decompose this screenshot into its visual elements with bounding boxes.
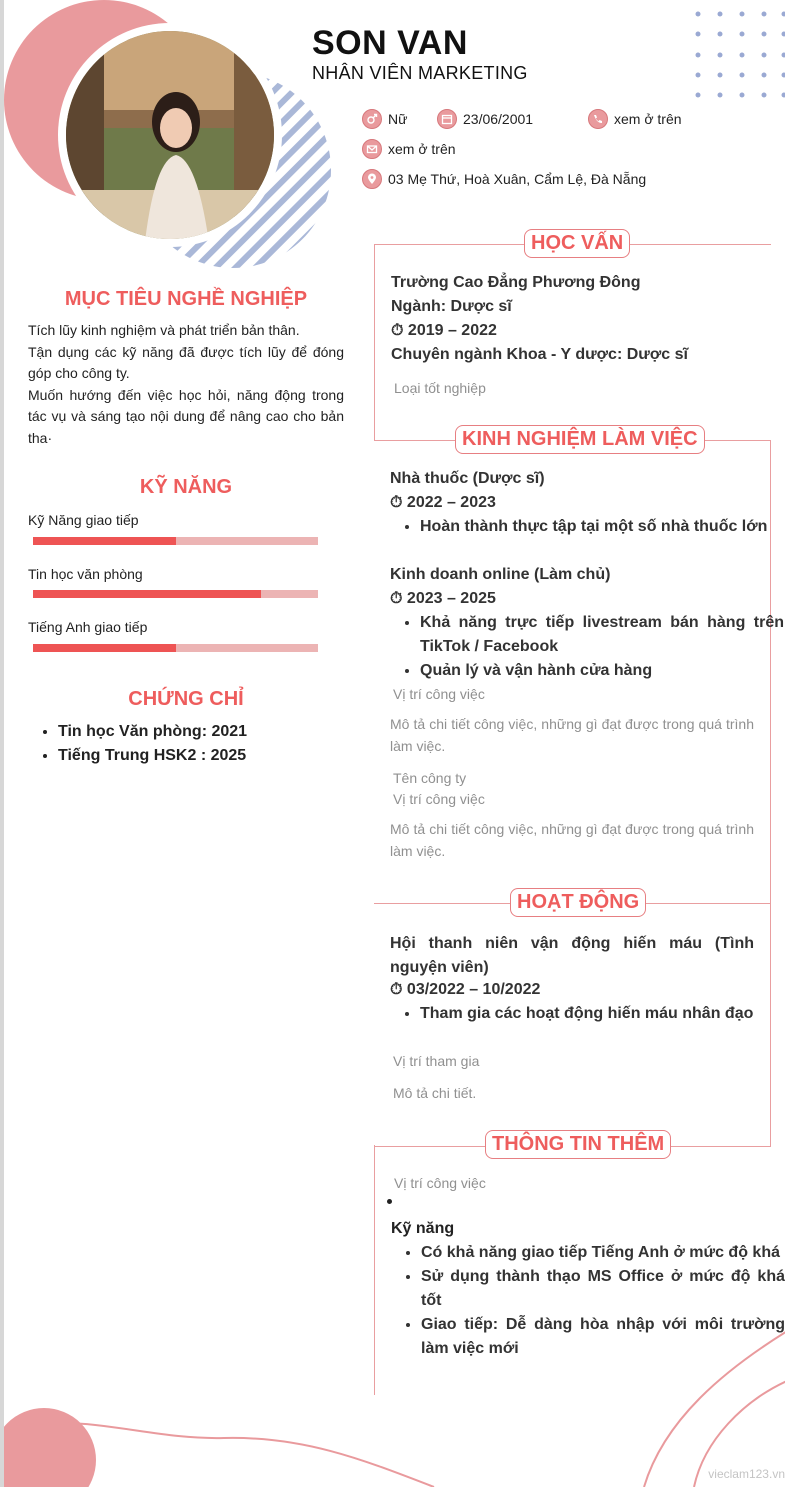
job-task: • Quản lý và vận hành cửa hàng	[420, 659, 784, 683]
education-specialty: Chuyên ngành Khoa - Y dược: Dược sĩ	[391, 346, 688, 363]
education-major: Ngành: Dược sĩ	[391, 298, 512, 315]
activity-position: Vị trí tham gia	[393, 1053, 480, 1069]
mail-icon	[362, 139, 382, 159]
gender-icon	[362, 109, 382, 129]
certificate-item: • Tiếng Trung HSK2 : 2025	[58, 744, 247, 768]
objective-line: Muốn hướng đến việc học hỏi, năng động trong tác vụ và sáng tạo nội dung để nâng cao cho bản tha·	[28, 386, 344, 446]
objective-text	[28, 320, 344, 449]
extra-title: THÔNG TIN THÊM	[485, 1130, 671, 1159]
gender-info	[362, 109, 407, 129]
certificates-list	[28, 720, 247, 768]
job-task: • Khả năng trực tiếp livestream bán hàng trên TikTok / Facebook	[420, 611, 784, 659]
job-task: • Hoàn thành thực tập tại một số nhà thuốc lớn	[420, 515, 784, 539]
address-info	[362, 169, 646, 189]
phone-icon	[588, 109, 608, 129]
skill-bar	[33, 537, 318, 545]
job-tasks	[390, 515, 784, 539]
gender-value: Nữ	[388, 111, 408, 127]
skill-bar	[33, 644, 318, 652]
job-period: ⏱ 2023 – 2025	[390, 590, 496, 607]
dot-pattern	[696, 12, 785, 98]
skill-label: Tin học văn phòng	[28, 566, 143, 582]
extra-skill-item: • Sử dụng thành thạo MS Office ở mức độ khá tốt	[421, 1265, 785, 1313]
job-position-placeholder: Vị trí công việc	[393, 791, 485, 807]
job-desc-placeholder: Mô tả chi tiết công việc, những gì đạt được trong quá trình làm việc.	[390, 821, 754, 859]
company-placeholder: Tên công ty	[393, 770, 467, 786]
phone-value: xem ở trên	[614, 111, 682, 127]
activity-period: ⏱ 03/2022 – 10/2022	[390, 981, 541, 998]
objective-line: Tận dụng các kỹ năng đã được tích lũy để đóng góp cho công ty.	[28, 343, 344, 381]
extra-skill-item: • Giao tiếp: Dễ dàng hòa nhập với môi trường làm việc mới	[421, 1313, 785, 1361]
email-info	[362, 139, 456, 159]
job-company: Nhà thuốc (Dược sĩ)	[390, 470, 545, 487]
extra-position: Vị trí công việc	[394, 1175, 486, 1191]
candidate-name: SON VAN	[312, 24, 468, 62]
education-school: Trường Cao Đẳng Phương Đông	[391, 274, 641, 291]
activity-tasks	[390, 1002, 784, 1026]
skill-label: Tiếng Anh giao tiếp	[28, 619, 148, 635]
activity-desc: Mô tả chi tiết.	[393, 1085, 477, 1101]
activity-org: Hội thanh niên vận động hiến máu (Tình nguyện viên)	[390, 935, 754, 976]
job-period: ⏱ 2022 – 2023	[390, 494, 496, 511]
birthday-value: 23/06/2001	[463, 111, 534, 127]
skill-bar-fill	[33, 537, 176, 545]
activities-title: HOẠT ĐỘNG	[510, 888, 646, 917]
education-period: ⏱ 2019 – 2022	[391, 322, 497, 339]
location-icon	[362, 169, 382, 189]
job-tasks	[390, 611, 784, 683]
birthday-info	[437, 109, 533, 129]
extra-skill-item: • Có khả năng giao tiếp Tiếng Anh ở mức độ khá	[421, 1241, 785, 1265]
job-position-placeholder: Vị trí công việc	[393, 686, 485, 702]
objective-title: MỤC TIÊU NGHỀ NGHIỆP	[64, 288, 308, 310]
calendar-icon	[437, 109, 457, 129]
email-value: xem ở trên	[388, 141, 456, 157]
activity-task: • Tham gia các hoạt động hiến máu nhân đạo	[420, 1002, 784, 1026]
phone-info	[588, 109, 682, 129]
extra-skills-list	[391, 1241, 785, 1361]
education-title: HỌC VẤN	[524, 229, 630, 258]
address-value: 03 Mẹ Thứ, Hoà Xuân, Cẩm Lệ, Đà Nẵng	[388, 171, 647, 187]
empty-bullet	[387, 1199, 392, 1204]
bottom-pink-circle	[4, 1408, 96, 1487]
skill-bar-fill	[33, 590, 261, 598]
skill-bar-fill	[33, 644, 176, 652]
job-desc-placeholder: Mô tả chi tiết công việc, những gì đạt được trong quá trình làm việc.	[390, 716, 754, 754]
job-company: Kinh doanh online (Làm chủ)	[390, 566, 611, 583]
skill-bar	[33, 590, 318, 598]
objective-line: Tích lũy kinh nghiệm và phát triển bản thân.	[28, 322, 300, 338]
extra-frame	[374, 1145, 375, 1395]
certificates-title: CHỨNG CHỈ	[128, 688, 244, 710]
education-grade: Loại tốt nghiệp	[394, 380, 486, 396]
experience-title: KINH NGHIỆM LÀM VIỆC	[455, 425, 705, 454]
extra-skills-heading: Kỹ năng	[391, 1220, 455, 1237]
watermark: vieclam123.vn	[708, 1467, 785, 1481]
skills-title: KỸ NĂNG	[139, 476, 233, 498]
skill-label: Kỹ Năng giao tiếp	[28, 512, 139, 528]
certificate-item: • Tin học Văn phòng: 2021	[58, 720, 247, 744]
candidate-position: NHÂN VIÊN MARKETING	[312, 63, 528, 83]
